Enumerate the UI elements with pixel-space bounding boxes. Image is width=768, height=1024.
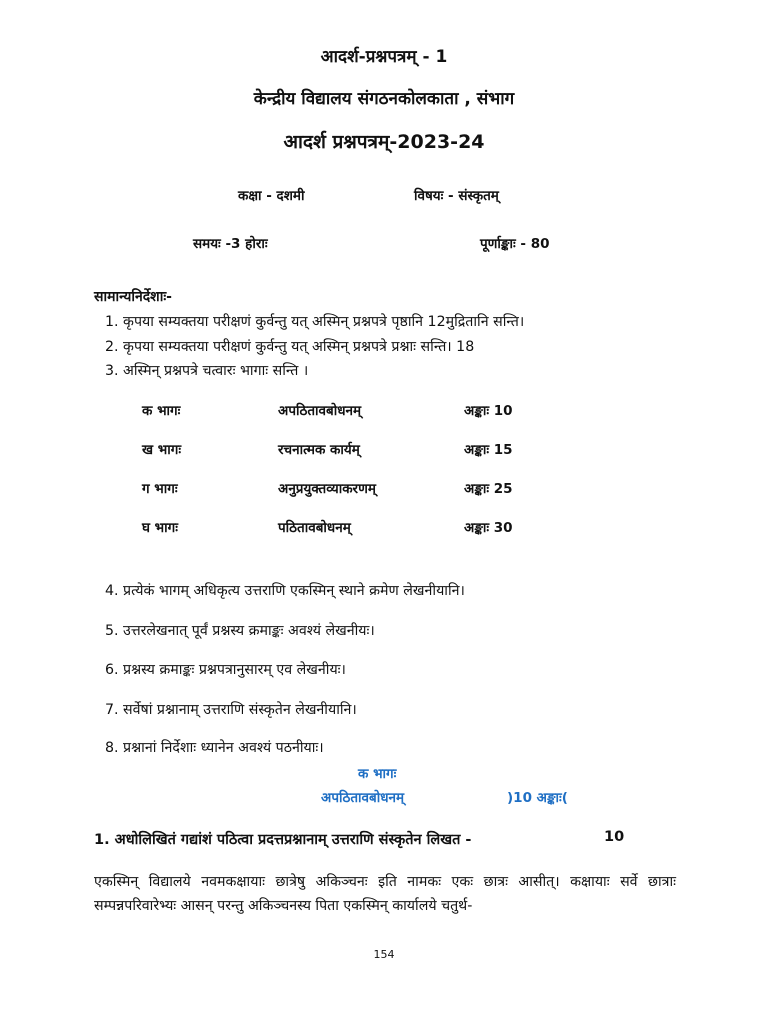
paper-title: आदर्श-प्रश्नपत्रम् - 1 (320, 47, 448, 67)
subject-label: विषयः - संस्कृतम् (414, 188, 499, 204)
class-label: कक्षा - दशमी (238, 188, 305, 204)
question-text: 1. अधोलिखितं गद्यांशं पठित्वा प्रदत्तप्रश्नानाम् उत्तराणि संस्कृतेन लिखत - (94, 832, 472, 848)
part-marks: अङ्काः 25 (464, 481, 513, 497)
organisation-title: केन्द्रीय विद्यालय संगठनकोलकाता , संभाग (253, 89, 515, 109)
part-marks: अङ्काः 15 (464, 442, 513, 458)
part-name: पठितावबोधनम् (278, 520, 351, 536)
section-part-label: क भागः (358, 766, 397, 782)
part-label: ग भागः (142, 481, 178, 497)
instruction-item: 5. उत्तरलेखनात् पूर्वं प्रश्नस्य क्रमाङ्कः अवश्यं लेखनीयः। (105, 623, 375, 639)
paper-year-title: आदर्श प्रश्नपत्रम्-2023-24 (283, 131, 485, 153)
instruction-item: 2. कृपया सम्यक्तया परीक्षणं कुर्वन्तु यत् अस्मिन् प्रश्नपत्रे प्रश्नाः सन्ति। 18 (105, 339, 475, 355)
part-marks: अङ्काः 30 (464, 520, 513, 536)
part-label: घ भागः (142, 520, 178, 536)
question-marks: 10 (604, 829, 625, 845)
passage: एकस्मिन् विद्यालये नवमकक्षायाः छात्रेषु अकिञ्चनः इति नामकः एकः छात्रः आसीत्। कक्षायाः सर्वे छात्राः सम्पन्नपरिवारेभ्यः आसन् परन्तु अकिञ्चनस्य पिता एकस्मिन् कार्यालये चतुर्थ- (94, 874, 676, 914)
instruction-item: 7. सर्वेषां प्रश्नानाम् उत्तराणि संस्कृतेन लेखनीयानि। (105, 702, 357, 718)
section-part-marks: )10 अङ्काः( (507, 790, 568, 806)
instruction-item: 3. अस्मिन् प्रश्नपत्रे चत्वारः भागाः सन्ति । (105, 363, 309, 379)
page-number: 154 (373, 948, 395, 961)
part-label: ख भागः (142, 442, 182, 458)
instruction-item: 8. प्रश्नानां निर्देशाः ध्यानेन अवश्यं पठनीयाः। (105, 740, 324, 756)
part-name: अनुप्रयुक्तव्याकरणम् (278, 481, 376, 497)
instructions-heading: सामान्यनिर्देशाः- (94, 289, 172, 305)
instruction-item: 6. प्रश्नस्य क्रमाङ्कः प्रश्नपत्रानुसारम् एव लेखनीयः। (105, 662, 346, 678)
part-label: क भागः (142, 403, 181, 419)
section-part-name: अपठितावबोधनम् (321, 790, 405, 806)
part-marks: अङ्काः 10 (464, 403, 513, 419)
instruction-item: 1. कृपया सम्यक्तया परीक्षणं कुर्वन्तु यत् अस्मिन् प्रश्नपत्रे पृष्ठानि 12मुद्रितानि सन्ति। (105, 314, 525, 330)
marks-label: पूर्णाङ्काः - 80 (480, 236, 550, 252)
part-name: अपठितावबोधनम् (278, 403, 362, 419)
instruction-item: 4. प्रत्येकं भागम् अधिकृत्य उत्तराणि एकस्मिन् स्थाने क्रमेण लेखनीयानि। (105, 583, 465, 599)
part-name: रचनात्मक कार्यम् (278, 442, 360, 458)
time-label: समयः -3 होराः (193, 236, 268, 252)
